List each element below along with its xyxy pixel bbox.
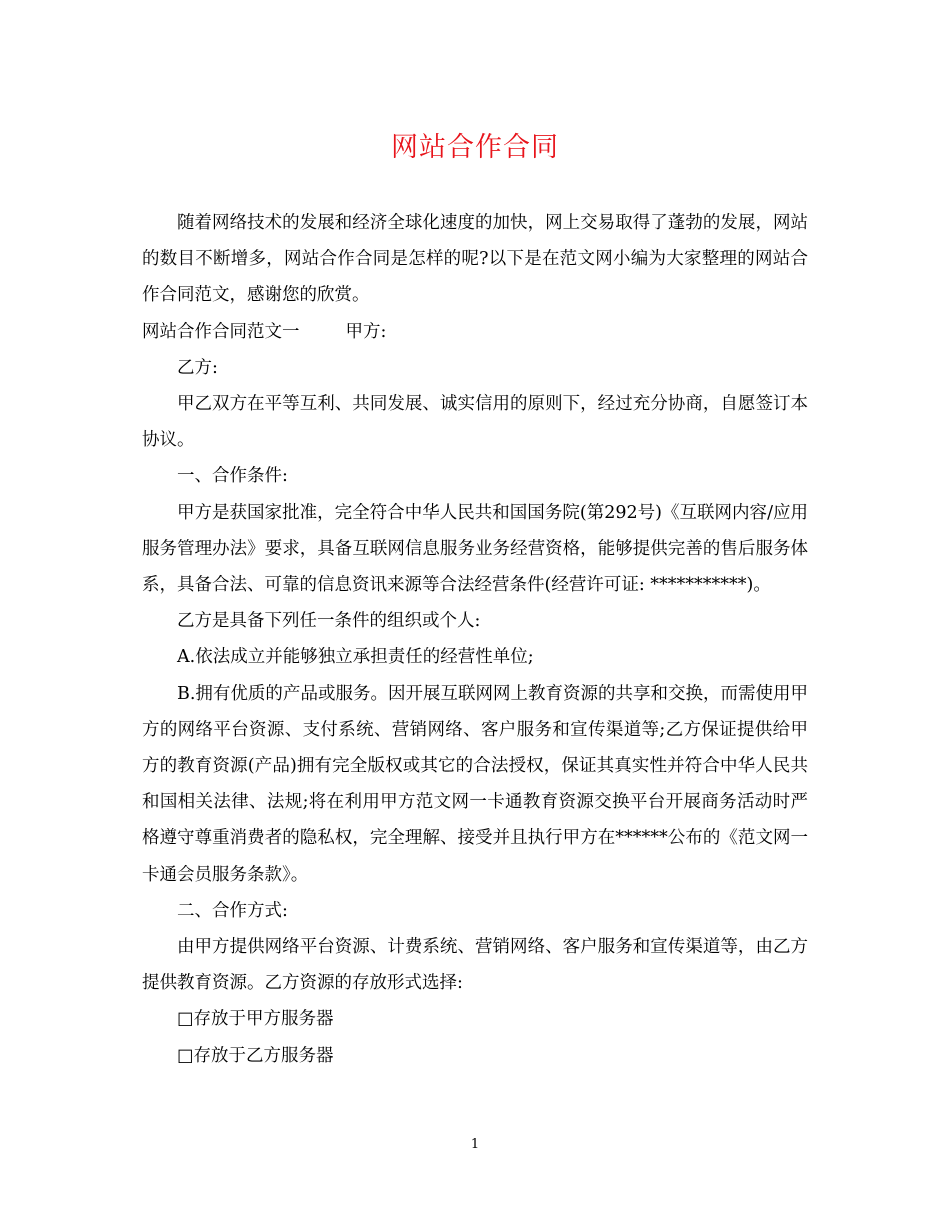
document-body [142,205,808,1074]
sample-heading-line [142,314,808,350]
storage-option-party-a: □存放于甲方服务器 [177,1009,334,1030]
section1-party-b-paragraph: 乙方是具备下列任一条件的组织或个人: [177,611,481,632]
document-title: 网站合作合同 [391,132,559,163]
storage-option-party-b: □存放于乙方服务器 [177,1045,334,1066]
party-b-label: 乙方: [177,357,218,378]
section1-heading: 一、合作条件: [177,466,288,487]
section2-paragraph: 由甲方提供网络平台资源、计费系统、营销网络、客户服务和宣传渠道等，由乙方提供教育资源。乙方资源的存放形式选择: [142,937,808,994]
party-a-label: 甲方: [345,321,387,342]
section1-party-a-paragraph: 甲方是获国家批准，完全符合中华人民共和国国务院(第292号)《互联网内容/应用服务管理办法》要求，具备互联网信息服务业务经营资格，能够提供完善的售后服务体系，具备合法、可靠的信息资讯来源等合法经营条件(经营许可证: ***********)。 [142,502,808,596]
sample-heading: 网站合作合同范文一 [142,321,300,342]
page-number: 1 [470,1137,480,1152]
intro-paragraph: 随着网络技术的发展和经济全球化速度的加快，网上交易取得了蓬勃的发展，网站的数目不断增多，网站合作合同是怎样的呢?以下是在范文网小编为大家整理的网站合作合同范文，感谢您的欣赏。 [142,213,808,306]
list-item-b: B.拥有优质的产品或服务。因开展互联网网上教育资源的共享和交换，而需使用甲方的网络平台资源、支付系统、营销网络、客户服务和宣传渠道等;乙方保证提供给甲方的教育资源(产品)拥有完全版权或其它的合法授权，保证其真实性并符合中华人民共和国相关法律、法规;将在利用甲方范文网一卡通教育资源交换平台开展商务活动时严格遵守尊重消费者的隐私权，完全理解、接受并且执行甲方在******公布的《范文网一卡通会员服务条款》。 [142,683,808,885]
agreement-paragraph: 甲乙双方在平等互利、共同发展、诚实信用的原则下，经过充分协商，自愿签订本协议。 [142,394,808,451]
list-item-a: A.依法成立并能够独立承担责任的经营性单位; [177,647,534,668]
section2-heading: 二、合作方式: [177,900,288,921]
